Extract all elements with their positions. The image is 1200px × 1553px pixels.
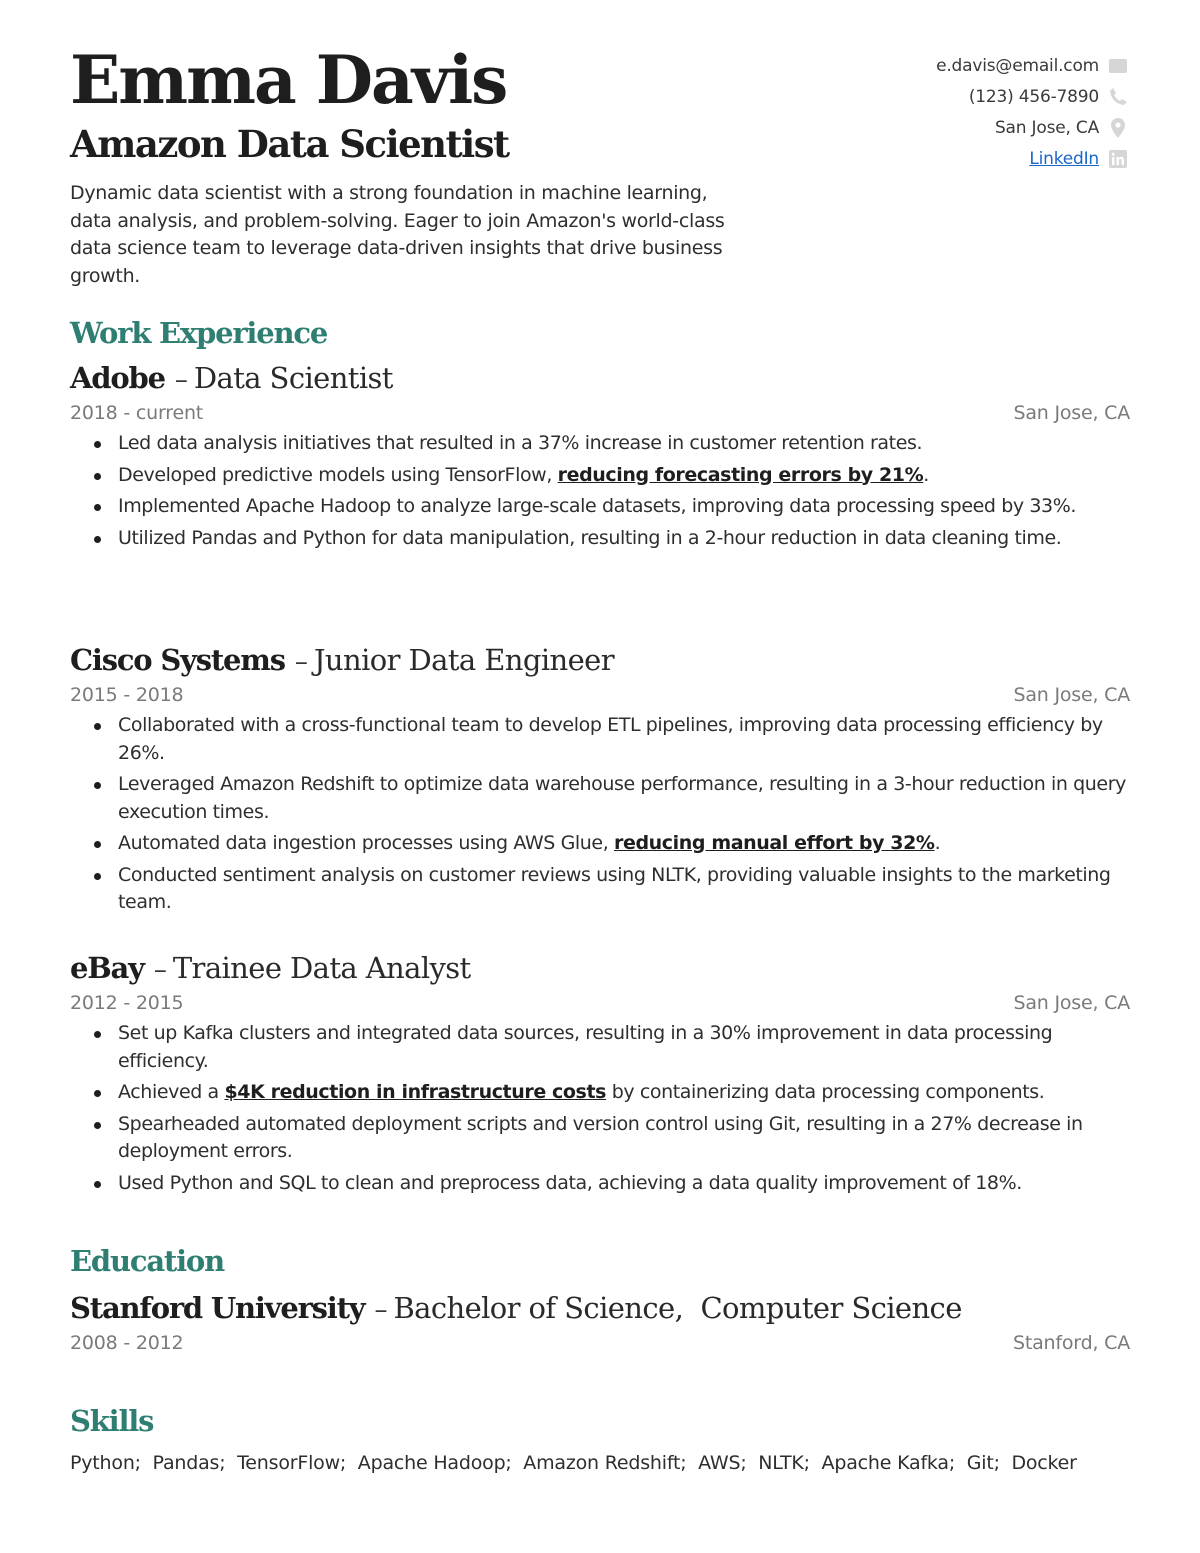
education-meta bbox=[70, 1328, 1130, 1358]
section-title-work: Work Experience bbox=[70, 316, 328, 350]
job-role: Trainee Data Analyst bbox=[172, 951, 471, 985]
list-item: Collaborated with a cross-functional team to develop ETL pipelines, improving data processing efficiency by 26%. bbox=[118, 712, 1130, 767]
candidate-title: Amazon Data Scientist bbox=[70, 122, 509, 166]
company-name: Adobe bbox=[70, 361, 165, 395]
section-title-skills: Skills bbox=[70, 1404, 154, 1438]
list-item: Automated data ingestion processes using AWS Glue, reducing manual effort by 32%. bbox=[118, 830, 1130, 858]
company-name: eBay bbox=[70, 951, 144, 985]
company-name: Cisco Systems bbox=[70, 643, 285, 677]
job-meta bbox=[70, 988, 1130, 1018]
list-item: Achieved a $4K reduction in infrastructure costs by containerizing data processing components. bbox=[118, 1079, 1130, 1107]
contact-email[interactable] bbox=[768, 50, 1128, 81]
highlight-text: reducing manual effort by 32% bbox=[614, 832, 935, 854]
skills-list: Python; Pandas; TensorFlow; Apache Hadoop; Amazon Redshift; AWS; NLTK; Apache Kafka; Git; Docker bbox=[70, 1452, 1077, 1474]
job-entry bbox=[70, 640, 1130, 921]
phone-text[interactable]: (123) 456-7890 bbox=[968, 86, 1099, 107]
summary-paragraph: Dynamic data scientist with a strong foundation in machine learning, data analysis, and problem-solving. Eager to join Amazon's world-class data science team to leverage data-driven insights that drive business growth. bbox=[70, 182, 725, 287]
job-header: eBay – Trainee Data Analyst bbox=[70, 951, 471, 985]
job-location: San Jose, CA bbox=[1013, 992, 1130, 1014]
list-item: Developed predictive models using TensorFlow, reducing forecasting errors by 21%. bbox=[118, 462, 1130, 490]
job-role: Data Scientist bbox=[193, 361, 393, 395]
linkedin-icon bbox=[1108, 149, 1128, 169]
education-location: Stanford, CA bbox=[1013, 1332, 1130, 1354]
list-item: Set up Kafka clusters and integrated data sources, resulting in a 30% improvement in data processing efficiency. bbox=[118, 1020, 1130, 1075]
job-header: Cisco Systems – Junior Data Engineer bbox=[70, 643, 614, 677]
section-title-education: Education bbox=[70, 1244, 224, 1278]
education-entry bbox=[70, 1288, 1130, 1358]
linkedin-link[interactable]: LinkedIn bbox=[1029, 148, 1099, 169]
contact-phone[interactable] bbox=[768, 81, 1128, 112]
job-bullets bbox=[70, 712, 1130, 917]
highlight-text: $4K reduction in infrastructure costs bbox=[224, 1081, 607, 1103]
job-entry bbox=[70, 358, 1130, 556]
list-item: Implemented Apache Hadoop to analyze large-scale datasets, improving data processing speed by 33%. bbox=[118, 493, 1130, 521]
list-item: Conducted sentiment analysis on customer reviews using NLTK, providing valuable insights to the marketing team. bbox=[118, 862, 1130, 917]
list-item: Leveraged Amazon Redshift to optimize data warehouse performance, resulting in a 3-hour reduction in query execution times. bbox=[118, 771, 1130, 826]
list-item: Led data analysis initiatives that resulted in a 37% increase in customer retention rates. bbox=[118, 430, 1130, 458]
job-meta bbox=[70, 398, 1130, 428]
list-item: Utilized Pandas and Python for data manipulation, resulting in a 2-hour reduction in data cleaning time. bbox=[118, 525, 1130, 553]
job-dates: 2018 - current bbox=[70, 402, 204, 424]
education-dates: 2008 - 2012 bbox=[70, 1332, 184, 1354]
job-meta bbox=[70, 680, 1130, 710]
degree: Bachelor of Science, Computer Science bbox=[393, 1291, 962, 1325]
candidate-name: Emma Davis bbox=[70, 41, 507, 119]
job-header: Adobe – Data Scientist bbox=[70, 361, 393, 395]
list-item: Spearheaded automated deployment scripts and version control using Git, resulting in a 27% decrease in deployment errors. bbox=[118, 1111, 1130, 1166]
education-header: Stanford University – Bachelor of Science, Computer Science bbox=[70, 1291, 962, 1325]
job-entry bbox=[70, 948, 1130, 1201]
contact-block bbox=[768, 50, 1128, 174]
highlight-text: reducing forecasting errors by 21% bbox=[557, 463, 924, 486]
location-text: San Jose, CA bbox=[994, 117, 1099, 138]
list-item: Used Python and SQL to clean and preprocess data, achieving a data quality improvement of 18%. bbox=[118, 1170, 1130, 1198]
phone-icon bbox=[1108, 87, 1128, 107]
job-location: San Jose, CA bbox=[1013, 402, 1130, 424]
job-bullets bbox=[70, 1020, 1130, 1197]
job-location: San Jose, CA bbox=[1013, 684, 1130, 706]
contact-location bbox=[768, 112, 1128, 143]
email-icon bbox=[1108, 56, 1128, 76]
job-dates: 2012 - 2015 bbox=[70, 992, 184, 1014]
job-dates: 2015 - 2018 bbox=[70, 684, 184, 706]
job-bullets bbox=[70, 430, 1130, 552]
contact-linkedin[interactable] bbox=[768, 143, 1128, 174]
job-role: Junior Data Engineer bbox=[313, 643, 614, 677]
school-name: Stanford University bbox=[70, 1291, 365, 1325]
location-pin-icon bbox=[1108, 118, 1128, 138]
email-text[interactable]: e.davis@email.com bbox=[936, 55, 1099, 76]
